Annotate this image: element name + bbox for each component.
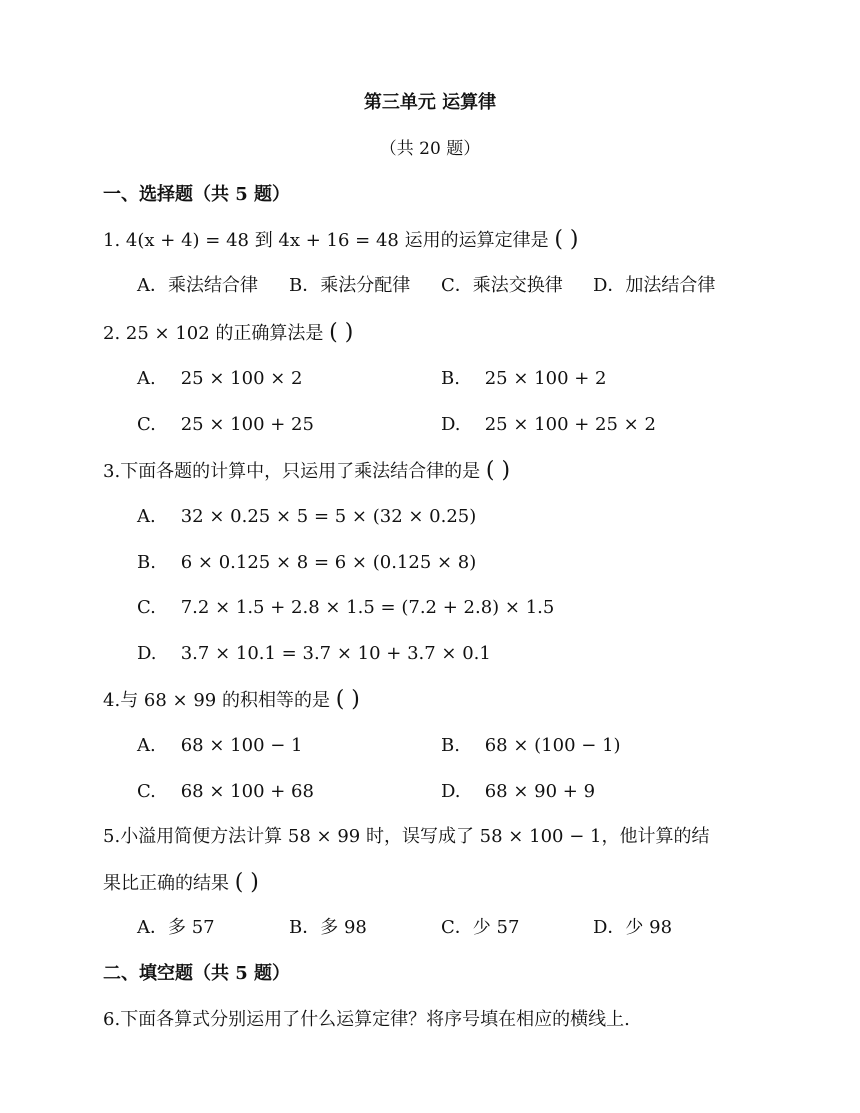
question-text: 与 68 × 99 的积相等的是 [120, 690, 330, 711]
option-label: C. [137, 414, 156, 435]
q5-option-a[interactable]: A．多 57 [137, 917, 215, 938]
q2-option-d[interactable] [441, 413, 656, 437]
q4-option-b[interactable] [441, 734, 621, 758]
question-text: 下面各题的计算中，只运用了乘法结合律的是 [120, 461, 481, 482]
q3-option-b[interactable] [137, 551, 476, 575]
option-text: 3.7 × 10.1 = 3.7 × 10 + 3.7 × 0.1 [180, 643, 491, 664]
q1-option-d[interactable]: D．加法结合律 [593, 275, 716, 296]
answer-blank[interactable]: ( ) [485, 458, 511, 483]
question-text: 小溢用简便方法计算 58 × 99 时，误写成了 58 × 100 − 1，他计算的结 [120, 826, 710, 847]
q3-option-d[interactable] [137, 642, 491, 666]
q4-option-c[interactable] [137, 780, 314, 804]
question-3 [103, 459, 510, 484]
question-4 [103, 688, 360, 713]
option-label: A. [137, 735, 156, 756]
q5-option-d[interactable]: D．少 98 [593, 917, 673, 938]
answer-blank[interactable]: ( ) [329, 320, 354, 345]
q2-option-a[interactable] [137, 367, 303, 391]
option-text: 32 × 0.25 × 5 = 5 × (32 × 0.25) [180, 506, 477, 527]
answer-blank[interactable]: ( ) [554, 227, 579, 252]
option-text: 25 × 100 + 25 [180, 414, 314, 435]
option-label: D. [441, 781, 461, 802]
option-label: B. [441, 735, 460, 756]
question-text: 25 × 102 的正确算法是 [125, 323, 324, 344]
q1-option-a[interactable]: A．乘法结合律 [137, 275, 258, 296]
option-text: 68 × 100 − 1 [180, 735, 303, 756]
section-heading-fill-in: 二、填空题（共 5 题） [103, 963, 291, 984]
option-text: 6 × 0.125 × 8 = 6 × (0.125 × 8) [180, 552, 477, 573]
option-label: D. [137, 643, 157, 664]
q4-option-a[interactable] [137, 734, 303, 758]
option-text: 25 × 100 + 25 × 2 [484, 414, 656, 435]
q3-option-a[interactable] [137, 505, 476, 529]
question-5 [103, 825, 709, 849]
option-label: B. [137, 552, 156, 573]
option-label: D. [441, 414, 461, 435]
page-subtitle: （共 20 题） [379, 139, 481, 159]
q3-option-c[interactable] [137, 596, 554, 620]
question-number: 5. [103, 826, 121, 847]
option-text: 7.2 × 1.5 + 2.8 × 1.5 = (7.2 + 2.8) × 1.5 [180, 597, 555, 618]
question-number: 3. [103, 461, 121, 482]
question-number: 2. [103, 323, 121, 344]
question-1 [103, 228, 579, 253]
option-text: 68 × (100 − 1) [484, 735, 621, 756]
question-number: 6. [103, 1009, 121, 1030]
q2-option-b[interactable] [441, 367, 607, 391]
question-text: 果比正确的结果 [103, 873, 229, 894]
question-number: 1. [103, 230, 121, 251]
option-label: A. [137, 368, 156, 389]
page-title: 第三单元 运算律 [363, 92, 497, 113]
option-label: C. [137, 781, 156, 802]
q5-option-b[interactable]: B．多 98 [289, 917, 367, 938]
question-text: 下面各算式分别运用了什么运算定律？将序号填在相应的横线上. [120, 1009, 630, 1030]
q1-option-c[interactable]: C．乘法交换律 [441, 275, 563, 296]
question-6 [103, 1008, 630, 1032]
answer-blank[interactable]: ( ) [234, 870, 259, 895]
section-heading-multiple-choice: 一、选择题（共 5 题） [103, 184, 291, 205]
q2-option-c[interactable] [137, 413, 314, 437]
question-text: 4(x + 4) = 48 到 4x + 16 = 48 运用的运算定律是 [125, 230, 549, 251]
question-number: 4. [103, 690, 121, 711]
answer-blank[interactable]: ( ) [335, 687, 360, 712]
option-label: C. [137, 597, 156, 618]
option-text: 25 × 100 + 2 [484, 368, 607, 389]
option-label: B. [441, 368, 460, 389]
option-label: A. [137, 506, 156, 527]
option-text: 25 × 100 × 2 [180, 368, 303, 389]
question-2 [103, 321, 353, 346]
q4-option-d[interactable] [441, 780, 595, 804]
q1-option-b[interactable]: B．乘法分配律 [289, 275, 411, 296]
question-5-continued [103, 871, 259, 896]
option-text: 68 × 90 + 9 [484, 781, 596, 802]
option-text: 68 × 100 + 68 [180, 781, 314, 802]
q5-option-c[interactable]: C．少 57 [441, 917, 520, 938]
